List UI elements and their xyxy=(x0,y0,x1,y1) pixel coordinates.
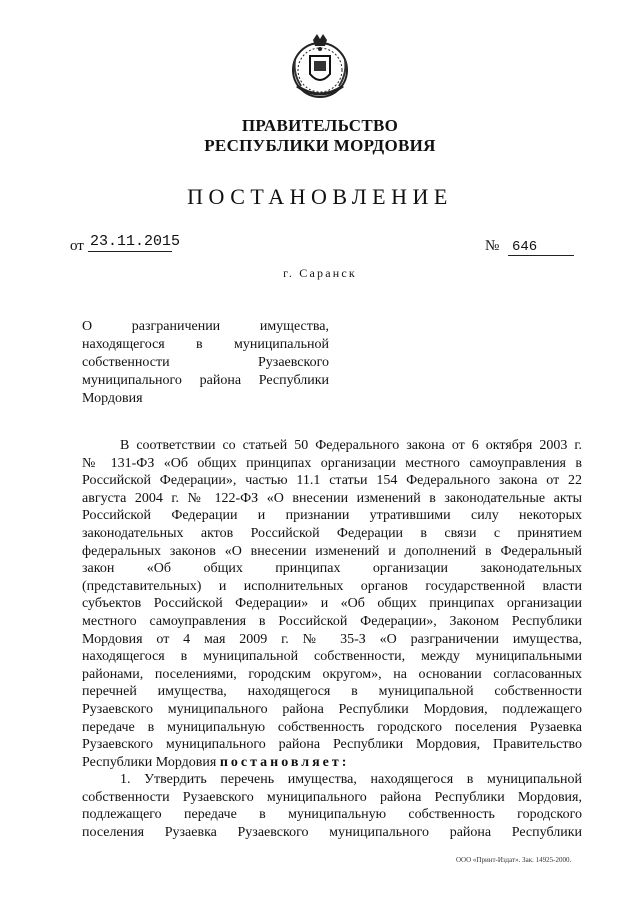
body-line: Рузаевского муниципального района Республики Мордовия, Правительство xyxy=(82,737,582,753)
body-line: Российской Федерации и признании утратившими силу некоторых xyxy=(82,508,582,524)
body-line: районами, поселениями, городским округом», на основании согласованных xyxy=(82,666,582,682)
body-line: передаче в муниципальную собственность городского поселения Рузаевка xyxy=(82,719,582,735)
item-line: 1. Утвердить перечень имущества, находящегося в муниципальной xyxy=(120,772,582,788)
item-line: поселения Рузаевка Рузаевского муниципального района Республики xyxy=(82,825,582,841)
body-line: федеральных законов «О внесении изменений и дополнений в Федеральный xyxy=(82,543,582,559)
subject-line: муниципального района Республики xyxy=(82,373,329,388)
subject-line: находящегося в муниципальной xyxy=(82,337,329,352)
body-line: находящегося в муниципальной собственности, между муниципальными xyxy=(82,649,582,665)
body-line: В соответствии со статьей 50 Федерального закона от 6 октября 2003 г. xyxy=(120,438,582,453)
resolves-line xyxy=(82,754,582,772)
body-line: Мордовия от 4 мая 2009 г. № 35-З «О разграничении имущества, xyxy=(82,631,582,647)
printer-footer: ООО «Принт-Издат». Зак. 14925-2000. xyxy=(456,856,572,864)
resolves-word: постановляет: xyxy=(219,754,350,770)
body-line: местного самоуправления в Российской Федерации», Законом Республики xyxy=(82,613,582,629)
body-line: закон «Об общих принципах организации законодательных xyxy=(82,561,582,577)
body-line: Рузаевского муниципального района Республики Мордовия, подлежащего xyxy=(82,701,582,717)
body-line: № 131-ФЗ «Об общих принципах организации местного самоуправления в xyxy=(82,455,582,471)
document-body xyxy=(82,437,582,842)
body-line: субъектов Российской Федерации» и «Об общих принципах организации xyxy=(82,596,582,612)
body-line: (представительных) и исполнительных органов государственной власти xyxy=(82,578,582,594)
government-title-line2: РЕСПУБЛИКИ МОРДОВИЯ xyxy=(204,136,436,155)
date-value: 23.11.2015 xyxy=(90,233,181,250)
item-line: подлежащего передаче в муниципальную собственность городского xyxy=(82,807,582,823)
item-line: собственности Рузаевского муниципального района Республики Мордовия, xyxy=(82,789,582,805)
document-type-title: ПОСТАНОВЛЕНИЕ xyxy=(187,184,453,209)
coat-of-arms-icon xyxy=(287,30,353,102)
date-label: от xyxy=(70,238,84,254)
number-label: № xyxy=(485,238,500,254)
body-line: перечней имущества, находящегося в муниципальной собственности xyxy=(82,684,582,700)
body-line: Российской Федерации», частью 11.1 статьи 154 Федерального закона от 22 xyxy=(82,473,582,489)
subject-line: собственности Рузаевского xyxy=(82,355,329,370)
city-line: г. Саранск xyxy=(283,266,357,280)
body-line: августа 2004 г. № 122-ФЗ «О внесении изменений в законодательные акты xyxy=(82,490,582,506)
government-title-line1: ПРАВИТЕЛЬСТВО xyxy=(241,116,399,135)
number-value: 646 xyxy=(508,239,574,256)
subject-line: Мордовия xyxy=(82,391,143,406)
subject-block xyxy=(82,318,329,408)
body-line: законодательных актов Российской Федерации в связи с принятием xyxy=(82,525,582,541)
resolves-prefix: Республики Мордовия xyxy=(82,754,217,770)
subject-line: О разграничении имущества, xyxy=(82,319,329,334)
